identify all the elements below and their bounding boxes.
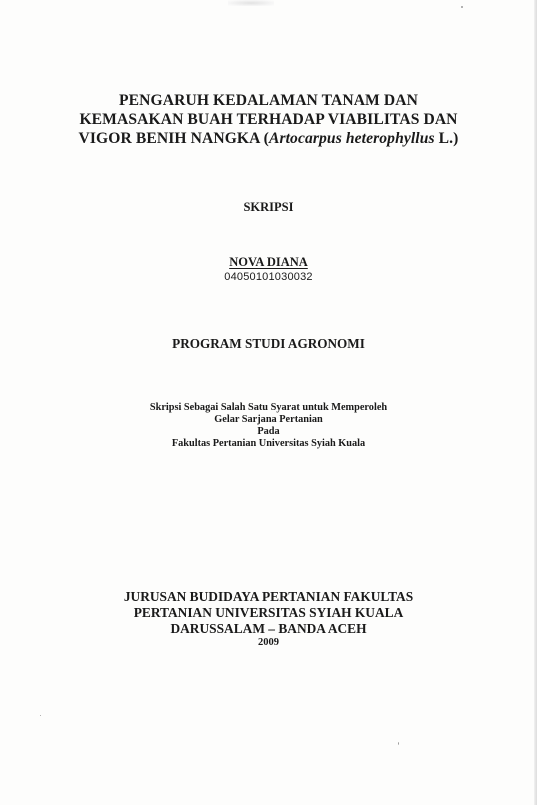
document-type: SKRIPSI	[243, 200, 294, 214]
title-line-3-prefix: VIGOR BENIH NANGKA (	[78, 130, 269, 147]
title-line-2: KEMASAKAN BUAH TERHADAP VIABILITAS DAN	[79, 111, 458, 128]
institution-line-2: PERTANIAN UNIVERSITAS SYIAH KUALA	[133, 605, 404, 620]
purpose-line-4: Fakultas Pertanian Universitas Syiah Kuala	[171, 438, 366, 449]
institution-line-1: JURUSAN BUDIDAYA PERTANIAN FAKULTAS	[123, 589, 414, 604]
scan-speck	[398, 742, 399, 745]
species-name: Artocarpus heterophyllus	[268, 130, 435, 147]
purpose-line-3: Pada	[257, 426, 280, 437]
scan-speck	[40, 715, 41, 716]
title-line-3	[0, 129, 537, 148]
title-line-3-suffix: L.)	[434, 130, 459, 147]
author-block	[0, 255, 537, 270]
title-line-1: PENGARUH KEDALAMAN TANAM DAN	[119, 92, 418, 109]
purpose-line-2: Gelar Sarjana Pertanian	[214, 414, 323, 425]
study-program: PROGRAM STUDI AGRONOMI	[172, 336, 365, 351]
publication-year: 2009	[258, 637, 279, 648]
institution-line-3: DARUSSALAM – BANDA ACEH	[170, 621, 367, 636]
student-id: 04050101030032	[224, 271, 313, 283]
purpose-line-1: Skripsi Sebagai Salah Satu Syarat untuk Memperoleh	[149, 402, 388, 413]
author-name: NOVA DIANA	[229, 255, 308, 269]
institution-block	[0, 589, 537, 637]
scan-speck	[461, 6, 463, 8]
thesis-purpose	[0, 402, 537, 450]
thesis-title	[0, 91, 537, 148]
scan-binding-mark	[228, 0, 274, 6]
